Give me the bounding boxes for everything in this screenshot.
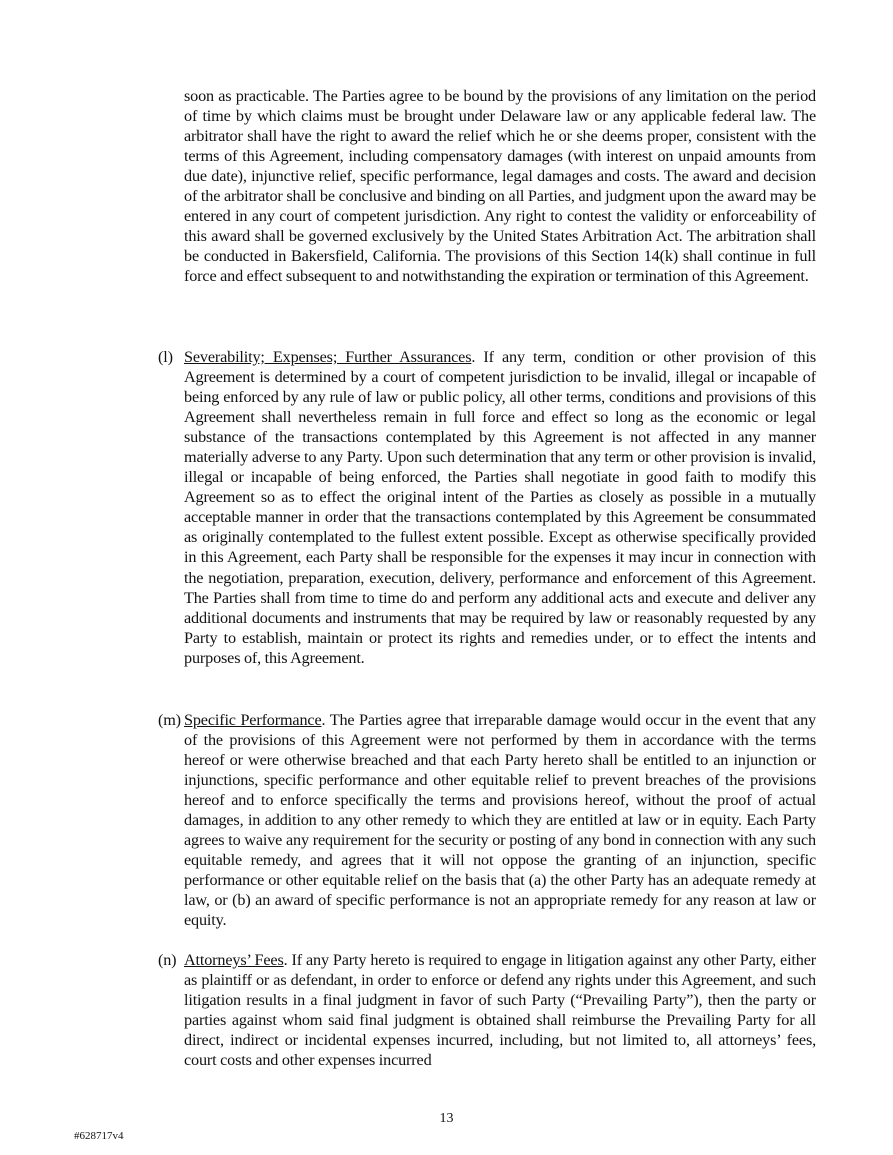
page-number: 13 <box>439 1111 454 1126</box>
document-id: #628717v4 <box>74 1130 124 1142</box>
section-attorneys-fees <box>158 950 816 1070</box>
section-heading: Severability; Expenses; Further Assurances <box>184 348 472 366</box>
section-text: . If any Party hereto is required to engage in litigation against any other Party, either as plaintiff or as defendant, in order to enforce or defend any rights under this Agreement, and such litigation results in a final judgment in favor of such Party (“Prevailing Party”), then the party or parties against whom said final judgment is obtained shall reimburse the Prevailing Party for all direct, indirect or incidental expenses incurred, including, but not limited to, all attorneys’ fees, court costs and other expenses incurred <box>184 951 816 1070</box>
section-marker: (m) <box>158 711 181 729</box>
section-heading: Attorneys’ Fees <box>184 951 284 969</box>
section-heading: Specific Performance <box>184 711 322 729</box>
section-specific-performance <box>158 710 816 931</box>
section-severability <box>158 347 816 668</box>
section-marker: (l) <box>158 348 173 366</box>
continuation-paragraph: soon as practicable. The Parties agree to be bound by the provisions of any limitation on the period of time by which claims must be brought under Delaware law or any applicable federal law. The arbitrator shall have the right to award the relief which he or she deems proper, consistent with the terms of this Agreement, including compensatory damages (with interest on unpaid amounts from due date), injunctive relief, specific performance, legal damages and costs. The award and decision of the arbitrator shall be conclusive and binding on all Parties, and judgment upon the award may be entered in any court of competent jurisdiction. Any right to contest the validity or enforceability of this award shall be governed exclusively by the United States Arbitration Act. The arbitration shall be conducted in Bakersfield, California. The provisions of this Section 14(k) shall continue in full force and effect subsequent to and notwithstanding the expiration or termination of this Agreement. <box>184 87 816 286</box>
section-text: . If any term, condition or other provision of this Agreement is determined by a court of competent jurisdiction to be invalid, illegal or incapable of being enforced by any rule of law or public policy, all other terms, conditions and provisions of this Agreement shall nevertheless remain in full force and effect so long as the economic or legal substance of the transactions contemplated by this Agreement is not affected in any manner materially adverse to any Party. Upon such determination that any term or other provision is invalid, illegal or incapable of being enforced, the Parties shall negotiate in good faith to modify this Agreement so as to effect the original intent of the Parties as closely as possible in a mutually acceptable manner in order that the transactions contemplated by this Agreement be consummated as originally contemplated to the fullest extent possible. Except as otherwise specifically provided in this Agreement, each Party shall be responsible for the expenses it may incur in connection with the negotiation, preparation, execution, delivery, performance and enforcement of this Agreement. The Parties shall from time to time do and perform any additional acts and execute and deliver any additional documents and instruments that may be required by law or reasonably requested by any Party to establish, maintain or protect its rights and remedies under, or to effect the intents and purposes of, this Agreement. <box>184 348 816 667</box>
section-marker: (n) <box>158 951 177 969</box>
section-text: . The Parties agree that irreparable damage would occur in the event that any of the provisions of this Agreement were not performed by them in accordance with the terms hereof or were otherwise breached and that each Party hereto shall be entitled to an injunction or injunctions, specific performance and other equitable relief to prevent breaches of the provisions hereof and to enforce specifically the terms and provisions hereof, without the proof of actual damages, in addition to any other remedy to which they are entitled at law or in equity. Each Party agrees to waive any requirement for the security or posting of any bond in connection with any such equitable remedy, and agrees that it will not oppose the granting of an injunction, specific performance or other equitable relief on the basis that (a) the other Party has an adequate remedy at law, or (b) an award of specific performance is not an appropriate remedy for any reason at law or equity. <box>184 711 816 930</box>
